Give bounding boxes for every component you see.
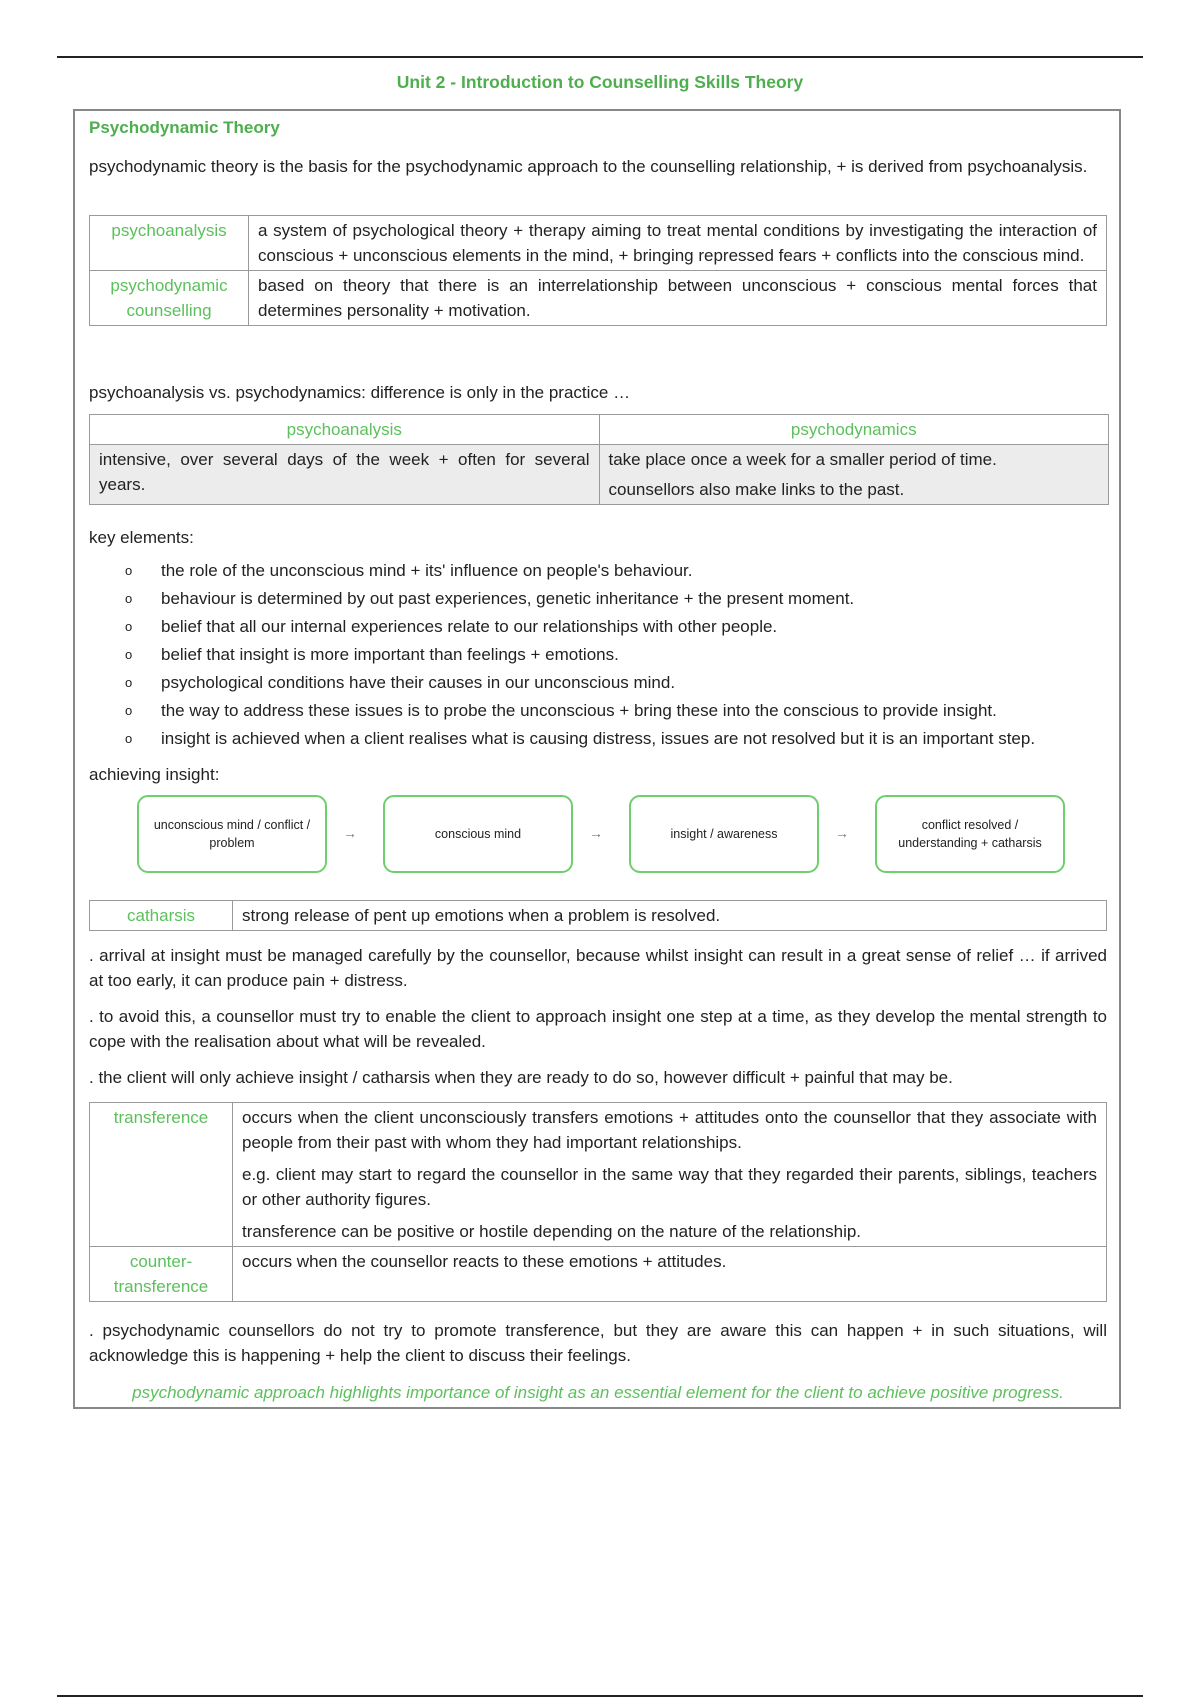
comparison-table: [89, 414, 1109, 505]
table-row: [90, 216, 1107, 271]
list-item: [89, 725, 1107, 753]
key-elements-list: [89, 557, 1107, 753]
comparison-right-line: counsellors also make links to the past.: [608, 480, 905, 499]
list-item-text: insight is achieved when a client realises what is causing distress, issues are not resolved but it is an important step.: [161, 729, 1036, 748]
definitions-table: [89, 215, 1107, 326]
bullet-icon: o: [125, 647, 133, 662]
comparison-right: [599, 445, 1109, 505]
list-item-text: psychological conditions have their causes in our unconscious mind.: [161, 673, 676, 692]
list-item: [89, 585, 1107, 613]
flow-step: unconscious mind / conflict / problem: [137, 795, 327, 873]
transference-line: transference can be positive or hostile depending on the nature of the relationship.: [242, 1222, 862, 1241]
achieving-insight-label: achieving insight:: [89, 765, 220, 784]
column-header: psychoanalysis: [90, 415, 600, 445]
transference-table: [89, 1102, 1107, 1302]
list-item-text: belief that insight is more important than feelings + emotions.: [161, 645, 619, 664]
insight-paragraph: . the client will only achieve insight / catharsis when they are ready to do so, however difficult + painful that may be.: [89, 1068, 953, 1087]
bullet-icon: o: [125, 563, 133, 578]
bullet-icon: o: [125, 619, 133, 634]
list-item-text: the way to address these issues is to probe the unconscious + bring these into the conscious to provide insight.: [161, 701, 997, 720]
definition-term: transference: [90, 1103, 233, 1247]
content-frame: [73, 109, 1121, 1409]
definition-text: [233, 1103, 1107, 1247]
table-header-row: [90, 415, 1109, 445]
table-row: [90, 1247, 1107, 1302]
comparison-intro: psychoanalysis vs. psychodynamics: difference is only in the practice …: [89, 383, 631, 402]
catharsis-table: [89, 900, 1107, 931]
flow-step: conflict resolved / understanding + catharsis: [875, 795, 1065, 873]
definition-term: psychodynamic counselling: [90, 271, 249, 326]
definition-term: psychoanalysis: [90, 216, 249, 271]
bottom-rule: [57, 1695, 1143, 1697]
table-row: [90, 1103, 1107, 1247]
transference-line: occurs when the client unconsciously transfers emotions + attitudes onto the counsellor that they associate with people from their past with whom they had important relationships.: [242, 1108, 1097, 1152]
page-title: Unit 2 - Introduction to Counselling Skills Theory: [396, 72, 804, 92]
definition-text: occurs when the counsellor reacts to these emotions + attitudes.: [233, 1247, 1107, 1302]
comparison-right-line: take place once a week for a smaller period of time.: [608, 450, 997, 469]
list-item: [89, 697, 1107, 725]
bullet-icon: o: [125, 703, 133, 718]
bullet-icon: o: [125, 591, 133, 606]
bullet-icon: o: [125, 731, 133, 746]
list-item: [89, 669, 1107, 697]
intro-paragraph: psychodynamic theory is the basis for the psychodynamic approach to the counselling relationship, + is derived from psychoanalysis.: [89, 157, 1088, 176]
insight-flow-diagram: [89, 795, 1107, 887]
table-row: [90, 901, 1107, 931]
arrow-right-icon: →: [589, 825, 603, 841]
transference-line: e.g. client may start to regard the counsellor in the same way that they regarded their parents, siblings, teachers or other authority figures.: [242, 1165, 1097, 1209]
list-item-text: the role of the unconscious mind + its' influence on people's behaviour.: [161, 561, 693, 580]
table-row: [90, 445, 1109, 505]
insight-paragraph: . arrival at insight must be managed carefully by the counsellor, because whilst insight can result in a great sense of relief … if arrived at too early, it can produce pain + distress.: [89, 946, 1107, 990]
arrow-right-icon: →: [343, 825, 357, 841]
column-header: psychodynamics: [599, 415, 1109, 445]
definition-term: counter-transference: [90, 1247, 233, 1302]
key-elements-label: key elements:: [89, 528, 194, 547]
list-item: [89, 613, 1107, 641]
comparison-left: intensive, over several days of the week + often for several years.: [90, 445, 600, 505]
arrow-right-icon: →: [835, 825, 849, 841]
definition-text: based on theory that there is an interrelationship between unconscious + conscious mental forces that determines personality + motivation.: [249, 271, 1107, 326]
insight-paragraph: . to avoid this, a counsellor must try to enable the client to approach insight one step at a time, as they develop the mental strength to cope with the realisation about what will be revealed.: [89, 1007, 1107, 1051]
definition-text: a system of psychological theory + therapy aiming to treat mental conditions by investigating the interaction of conscious + unconscious elements in the mind, + bringing repressed fears + conflicts into the conscious mind.: [249, 216, 1107, 271]
list-item: [89, 641, 1107, 669]
closing-paragraph: . psychodynamic counsellors do not try to promote transference, but they are aware this can happen + in such situations, will acknowledge this is happening + help the client to discuss their feelings.: [89, 1321, 1107, 1365]
top-rule: [57, 56, 1143, 58]
list-item-text: behaviour is determined by out past experiences, genetic inheritance + the present moment.: [161, 589, 855, 608]
definition-text: strong release of pent up emotions when a problem is resolved.: [233, 901, 1107, 931]
section-heading: Psychodynamic Theory: [89, 118, 280, 137]
table-row: [90, 271, 1107, 326]
definition-term: catharsis: [90, 901, 233, 931]
list-item-text: belief that all our internal experiences relate to our relationships with other people.: [161, 617, 778, 636]
summary-statement: psychodynamic approach highlights importance of insight as an essential element for the client to achieve positive progress.: [132, 1383, 1064, 1402]
flow-step: conscious mind: [383, 795, 573, 873]
list-item: [89, 557, 1107, 585]
flow-step: insight / awareness: [629, 795, 819, 873]
bullet-icon: o: [125, 675, 133, 690]
